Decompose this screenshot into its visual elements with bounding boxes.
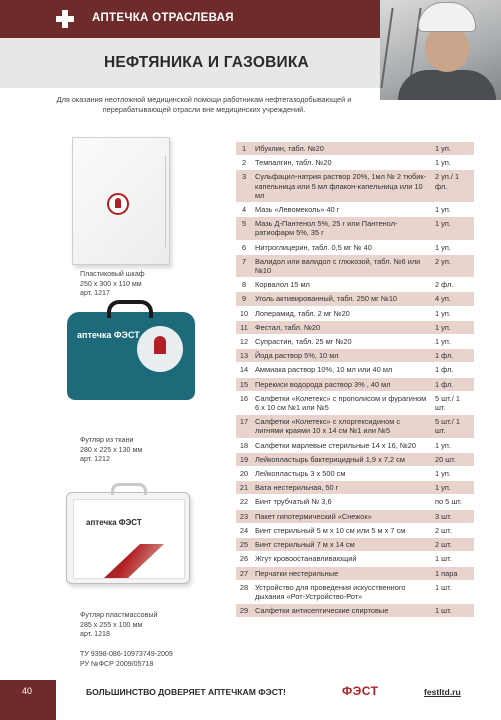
- item-number: 12: [236, 335, 252, 349]
- table-row: [236, 240, 474, 254]
- table-row: [236, 509, 474, 523]
- item-name: Бинт трубчатый № 3,6: [252, 495, 432, 509]
- item-name: Салфетки марлевые стерильные 14 х 16, №20: [252, 438, 432, 452]
- item-quantity: 5 шт./ 1 шт.: [432, 415, 474, 438]
- item-number: 4: [236, 203, 252, 217]
- item-number: 23: [236, 509, 252, 523]
- item-quantity: 1 уп.: [432, 217, 474, 240]
- certificates: ТУ 9398-086-10973749-2009 РУ №ФСР 2009/05718: [80, 650, 173, 668]
- item-name: Салфетки «Колетекс» с прополисом и фурагином 6 х 10 см №1 или №5: [252, 391, 432, 414]
- table-row: [236, 552, 474, 566]
- item-name: Перекиси водорода раствор 3% , 40 мл: [252, 377, 432, 391]
- item-name: Перчатки нестерильные: [252, 566, 432, 580]
- item-number: 9: [236, 292, 252, 306]
- table-row: [236, 170, 474, 203]
- bag-label: аптечка ФЭСТ: [77, 330, 140, 340]
- item-number: 26: [236, 552, 252, 566]
- plastic-cabinet-image: [72, 137, 170, 265]
- product-caption: Пластиковый шкаф 250 х 300 х 110 мм арт. 1217: [80, 270, 145, 298]
- item-quantity: 1 уп.: [432, 240, 474, 254]
- table-row: [236, 415, 474, 438]
- section-title: АПТЕЧКА ОТРАСЛЕВАЯ: [92, 12, 234, 24]
- item-number: 14: [236, 363, 252, 377]
- item-quantity: 2 фл.: [432, 278, 474, 292]
- item-name: Нитроглицерин, табл. 0,5 мг № 40: [252, 240, 432, 254]
- item-number: 7: [236, 254, 252, 277]
- item-number: 20: [236, 467, 252, 481]
- item-quantity: 1 пара: [432, 566, 474, 580]
- item-number: 21: [236, 481, 252, 495]
- table-row: [236, 391, 474, 414]
- item-quantity: 1 уп.: [432, 320, 474, 334]
- item-quantity: 1 уп.: [432, 335, 474, 349]
- table-row: [236, 278, 474, 292]
- item-number: 27: [236, 566, 252, 580]
- table-row: [236, 203, 474, 217]
- item-number: 5: [236, 217, 252, 240]
- item-number: 3: [236, 170, 252, 203]
- item-quantity: 20 шт.: [432, 452, 474, 466]
- item-name: Бинт стерильный 5 м х 10 см или 5 м х 7 см: [252, 523, 432, 537]
- item-quantity: 1 шт.: [432, 580, 474, 603]
- item-quantity: 1 уп.: [432, 142, 474, 156]
- item-name: Вата нестерильная, 50 г: [252, 481, 432, 495]
- item-quantity: по 5 шт.: [432, 495, 474, 509]
- footer-slogan: БОЛЬШИНСТВО ДОВЕРЯЕТ АПТЕЧКАМ ФЭСТ!: [86, 687, 286, 697]
- product-caption: Футляр пластмассовый 285 х 255 х 100 мм арт. 1218: [80, 611, 158, 639]
- table-row: [236, 438, 474, 452]
- table-row: [236, 335, 474, 349]
- footer: [0, 680, 501, 720]
- table-row: [236, 452, 474, 466]
- item-name: Салфетки антисептические спиртовые: [252, 604, 432, 618]
- table-row: [236, 320, 474, 334]
- item-quantity: 1 шт.: [432, 604, 474, 618]
- intro-text: Для оказания неотложной медицинской помощи работникам нефтегазодобывающей и перерабатывающей отрасли вне медицинских учреждений.: [56, 95, 352, 114]
- item-name: Сульфацил-натрия раствор 20%, 1мл № 2 тюбик-капельница или 5 мл флакон-капельница или 10 мл: [252, 170, 432, 203]
- item-name: Супрастин, табл. 25 мг №20: [252, 335, 432, 349]
- item-number: 11: [236, 320, 252, 334]
- item-number: 18: [236, 438, 252, 452]
- item-quantity: 2 шт.: [432, 538, 474, 552]
- item-name: Салфетки «Колетекс» с хлоргексидином с лигнями краями 10 х 14 см №1 или №5: [252, 415, 432, 438]
- table-row: [236, 292, 474, 306]
- page-number-box: [0, 680, 56, 720]
- item-name: Мазь «Левомеколь» 40 г: [252, 203, 432, 217]
- item-name: Лейкопластырь 3 х 500 см: [252, 467, 432, 481]
- item-number: 16: [236, 391, 252, 414]
- fest-logo-icon: [137, 326, 183, 372]
- table-row: [236, 538, 474, 552]
- item-name: Жгут кровоостанавливающий: [252, 552, 432, 566]
- table-row: [236, 467, 474, 481]
- item-name: Корвалол 15 мл: [252, 278, 432, 292]
- item-name: Лейкопластырь бактерицидный 1,9 х 7,2 см: [252, 452, 432, 466]
- product-caption: Футляр из ткани 280 х 225 х 130 мм арт. 1212: [80, 436, 143, 464]
- item-quantity: 1 шт.: [432, 552, 474, 566]
- item-quantity: 1 уп.: [432, 203, 474, 217]
- fabric-bag-image: [67, 312, 195, 400]
- item-number: 6: [236, 240, 252, 254]
- table-row: [236, 523, 474, 537]
- table-row: [236, 363, 474, 377]
- page-number: 40: [22, 686, 33, 696]
- item-name: Мазь Д-Пантенол 5%, 25 г или Пантенол-ратиофарм 5%, 35 г: [252, 217, 432, 240]
- contents-table: [236, 142, 474, 618]
- item-quantity: 1 фл.: [432, 349, 474, 363]
- item-number: 13: [236, 349, 252, 363]
- page-title: НЕФТЯНИКА И ГАЗОВИКА: [104, 54, 309, 71]
- item-number: 25: [236, 538, 252, 552]
- item-quantity: 1 уп.: [432, 306, 474, 320]
- item-number: 28: [236, 580, 252, 603]
- item-quantity: 1 уп.: [432, 467, 474, 481]
- item-number: 1: [236, 142, 252, 156]
- item-quantity: 4 уп.: [432, 292, 474, 306]
- title-area: [0, 38, 380, 88]
- item-quantity: 1 уп.: [432, 481, 474, 495]
- table-row: [236, 349, 474, 363]
- item-quantity: 5 шт./ 1 шт.: [432, 391, 474, 414]
- oil-worker-photo: [380, 0, 501, 100]
- item-name: Бинт стерильный 7 м х 14 см: [252, 538, 432, 552]
- table-row: [236, 156, 474, 170]
- item-quantity: 1 уп.: [432, 156, 474, 170]
- item-quantity: 2 уп.: [432, 254, 474, 277]
- brand-logo: ФЭСТ: [342, 684, 379, 698]
- table-row: [236, 580, 474, 603]
- table-row: [236, 604, 474, 618]
- website-link[interactable]: festltd.ru: [424, 687, 461, 697]
- item-name: Валидол или валидол с глюкозой, табл. №6 или №10: [252, 254, 432, 277]
- table-row: [236, 306, 474, 320]
- table-row: [236, 566, 474, 580]
- table-row: [236, 142, 474, 156]
- table-row: [236, 254, 474, 277]
- item-quantity: 2 шт.: [432, 523, 474, 537]
- item-name: Уголь активированный, табл. 250 мг №10: [252, 292, 432, 306]
- case-label: аптечка ФЭСТ: [86, 518, 142, 527]
- item-quantity: 1 уп.: [432, 438, 474, 452]
- item-name: Фестал, табл. №20: [252, 320, 432, 334]
- item-quantity: 3 шт.: [432, 509, 474, 523]
- table-row: [236, 377, 474, 391]
- table-row: [236, 495, 474, 509]
- table-row: [236, 481, 474, 495]
- item-number: 2: [236, 156, 252, 170]
- item-number: 15: [236, 377, 252, 391]
- item-name: Устройство для проведения искусственного дыхания «Рот-Устройство-Рот»: [252, 580, 432, 603]
- item-name: Лоперамид, табл. 2 мг №20: [252, 306, 432, 320]
- item-name: Пакет гипотермический «Снежок»: [252, 509, 432, 523]
- item-number: 22: [236, 495, 252, 509]
- table-row: [236, 217, 474, 240]
- item-name: Аммиака раствор 10%, 10 мл или 40 мл: [252, 363, 432, 377]
- item-number: 17: [236, 415, 252, 438]
- fest-logo-icon: [107, 193, 129, 215]
- item-quantity: 1 фл.: [432, 377, 474, 391]
- item-number: 24: [236, 523, 252, 537]
- item-name: Темпалгин, табл. №20: [252, 156, 432, 170]
- item-name: Йода раствор 5%, 10 мл: [252, 349, 432, 363]
- item-quantity: 1 фл.: [432, 363, 474, 377]
- item-number: 29: [236, 604, 252, 618]
- item-name: Ибуклин, табл. №20: [252, 142, 432, 156]
- item-number: 8: [236, 278, 252, 292]
- medical-cross-icon: [56, 10, 74, 28]
- item-quantity: 2 уп./ 1 фл.: [432, 170, 474, 203]
- plastic-case-image: [66, 492, 190, 584]
- item-number: 10: [236, 306, 252, 320]
- item-number: 19: [236, 452, 252, 466]
